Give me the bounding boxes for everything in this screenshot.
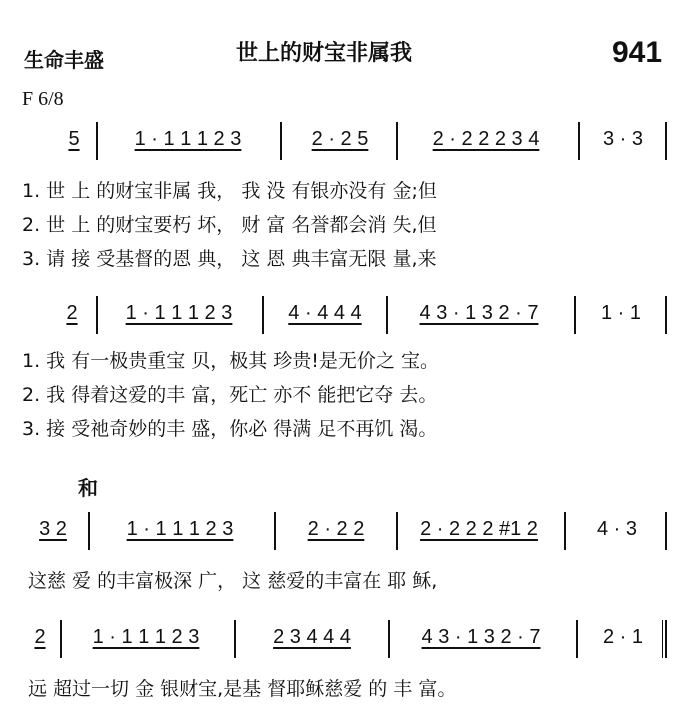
measure: 1 · 1 (600, 302, 642, 324)
collection-label: 生命丰盛 (24, 48, 104, 72)
measure-pickup: 2 (66, 302, 78, 324)
lyric-line: 1. 我 有一极贵重宝 贝，极其 珍贵!是无价之 宝。 (22, 350, 439, 372)
chorus-marker: 和 (78, 476, 98, 500)
notation-row-2 (0, 302, 700, 342)
lyric-line: 2. 我 得着这爱的丰 富，死亡 亦不 能把它夺 去。 (22, 384, 438, 406)
measure: 2 · 2 2 (307, 518, 365, 540)
measure: 1 · 1 1 1 2 3 (134, 128, 242, 150)
measure: 4 · 3 (596, 518, 638, 540)
hymn-number: 941 (612, 36, 663, 69)
lyric-line: 这慈 爱 的丰富极深 广， 这 慈爱的丰富在 耶 稣, (28, 570, 438, 592)
measure: 1 · 1 1 1 2 3 (125, 302, 233, 324)
measure: 2 · 2 2 2 3 4 (432, 128, 540, 150)
lyric-line: 3. 接 受祂奇妙的丰 盛，你必 得满 足不再饥 渴。 (22, 418, 438, 440)
lyric-line: 1. 世 上 的财宝非属 我， 我 没 有银亦没有 金;但 (22, 180, 437, 202)
measure-pickup: 3 2 (39, 518, 67, 540)
notation-row-4 (0, 626, 700, 666)
measure: 4 3 · 1 3 2 · 7 (421, 626, 541, 648)
measure: 2 3 4 4 4 (273, 626, 351, 648)
measure: 4 · 4 4 4 (288, 302, 362, 324)
measure-pickup: 2 (34, 626, 46, 648)
measure: 3 · 3 (602, 128, 644, 150)
key-time-signature: F 6/8 (22, 88, 64, 110)
notation-row-3 (0, 518, 700, 558)
lyric-line: 2. 世 上 的财宝要朽 坏， 财 富 名誉都会消 失,但 (22, 214, 437, 236)
lyric-line: 远 超过一切 金 银财宝,是基 督耶稣慈爱 的 丰 富。 (28, 678, 457, 700)
notation-row-1 (0, 128, 700, 168)
lyric-line: 3. 请 接 受基督的恩 典， 这 恩 典丰富无限 量,来 (22, 248, 437, 270)
measure: 1 · 1 1 1 2 3 (92, 626, 200, 648)
measure: 2 · 2 2 2 #1 2 (420, 518, 538, 540)
measure: 1 · 1 1 1 2 3 (126, 518, 234, 540)
measure-pickup: 5 (68, 128, 80, 150)
measure: 4 3 · 1 3 2 · 7 (419, 302, 539, 324)
measure: 2 · 2 5 (311, 128, 369, 150)
hymn-title: 世上的财宝非属我 (236, 41, 413, 66)
measure: 2 · 1 (602, 626, 644, 648)
